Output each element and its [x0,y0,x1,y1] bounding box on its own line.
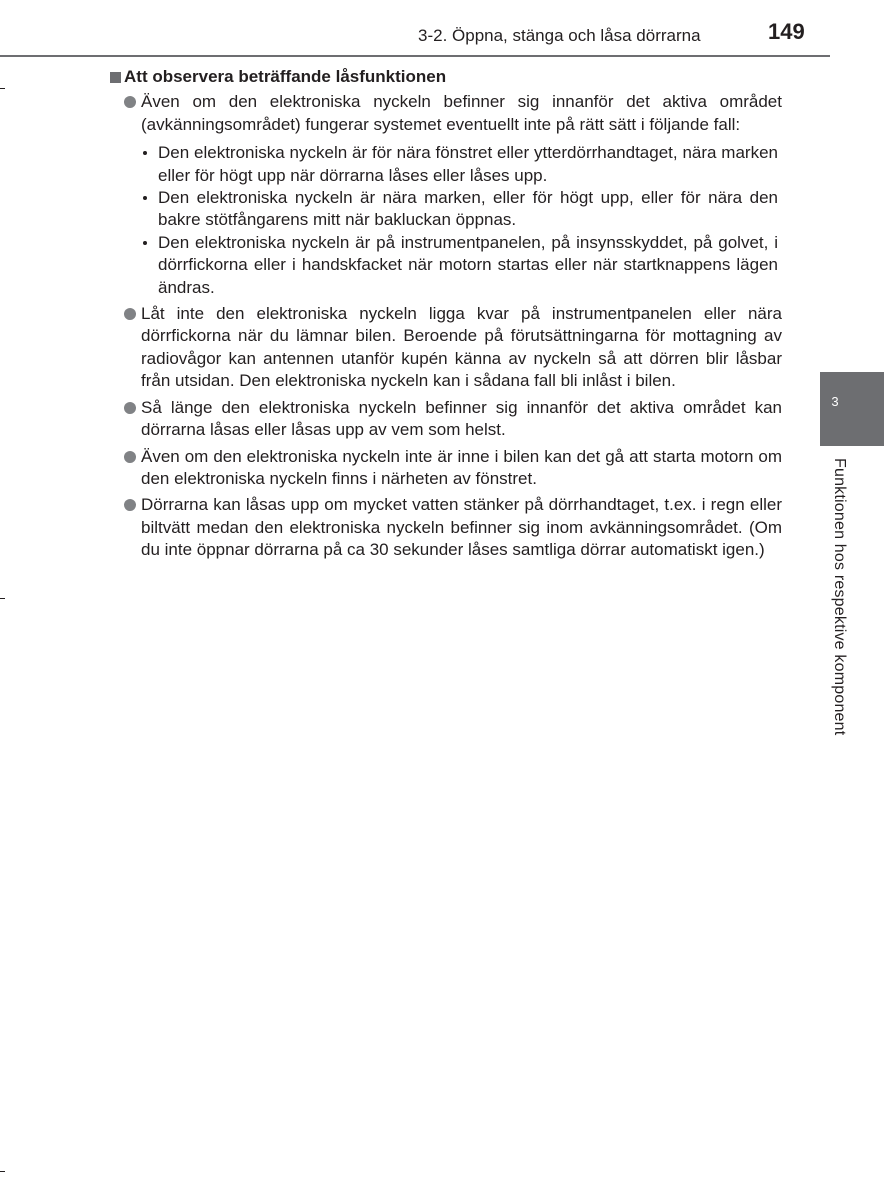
bullet-text: Så länge den elektroniska nyckeln befinner sig innanför det aktiva området kan dörrarna låsas eller låsas upp av vem som helst. [141,397,782,440]
sub-list-item [141,142,778,187]
bullet-item [110,303,782,393]
circle-bullet-icon [124,451,136,463]
sub-item-text: Den elektroniska nyckeln är för nära fönstret eller ytterdörrhandtaget, nära marken eller för högt upp när dörrarna låses eller låses upp. [158,143,778,185]
margin-tick [0,1171,5,1172]
sub-item-text: Den elektroniska nyckeln är på instrumentpanelen, på insynsskyddet, på golvet, i dörrfickorna eller i handskfacket när motorn startas eller när startknappens lägen ändras. [158,232,778,297]
bullet-item [110,91,782,299]
circle-bullet-icon [124,308,136,320]
page-header [0,0,884,60]
sub-list [141,142,782,299]
margin-tick [0,88,5,89]
header-rule [0,55,830,57]
circle-bullet-icon [124,96,136,108]
chapter-tab-number: 3 [831,394,839,409]
bullet-text: Låt inte den elektroniska nyckeln ligga kvar på instrumentpanelen eller nära dörrfickorna när du lämnar bilen. Beroende på förutsättningarna för mottagning av radiovågor kan antennen utanför kupén känna av nyckeln så att dörren blir låsbar från utsidan. Den elektroniska nyckeln kan i sådana fall bli inlåst i bilen. [141,304,782,391]
bullet-text: Dörrarna kan låsas upp om mycket vatten stänker på dörrhandtaget, t.ex. i regn eller biltvätt medan den elektroniska nyckeln befinner sig inom avkänningsområdet. (Om du inte öppnar dörrarna på ca 30 sekunder låses samtliga dörrar automatiskt igen.) [141,495,782,560]
bullet-text: Även om den elektroniska nyckeln inte är inne i bilen kan det gå att starta motorn om den elektroniska nyckeln finns i närheten av fönstret. [141,446,782,488]
sub-list-item [141,232,778,299]
circle-bullet-icon [124,499,136,511]
chapter-tab [820,372,884,446]
page-number: 149 [768,19,805,44]
bullet-text: Även om den elektroniska nyckeln befinner sig innanför det aktiva området (avkänningsområdet) fungerar systemet eventuellt inte på rätt sätt i följande fall: [141,92,782,134]
dot-bullet-icon [143,151,147,155]
dot-bullet-icon [143,196,147,200]
bullet-item [110,397,782,442]
sub-list-item [141,187,778,232]
chapter-side-title: Funktionen hos respektive komponent [831,458,848,736]
chapter-title: 3-2. Öppna, stänga och låsa dörrarna [418,26,701,45]
bullet-item [110,446,782,491]
section-heading-text: Att observera beträffande låsfunktionen [124,67,447,86]
bullet-item [110,494,782,561]
page-content [110,66,782,566]
square-bullet-icon [110,72,121,83]
dot-bullet-icon [143,241,147,245]
sub-item-text: Den elektroniska nyckeln är nära marken, eller för högt upp, eller för nära den bakre stötfångarens mitt när bakluckan öppnas. [158,188,778,230]
section-heading [110,66,782,88]
margin-tick [0,598,5,599]
circle-bullet-icon [124,402,136,414]
